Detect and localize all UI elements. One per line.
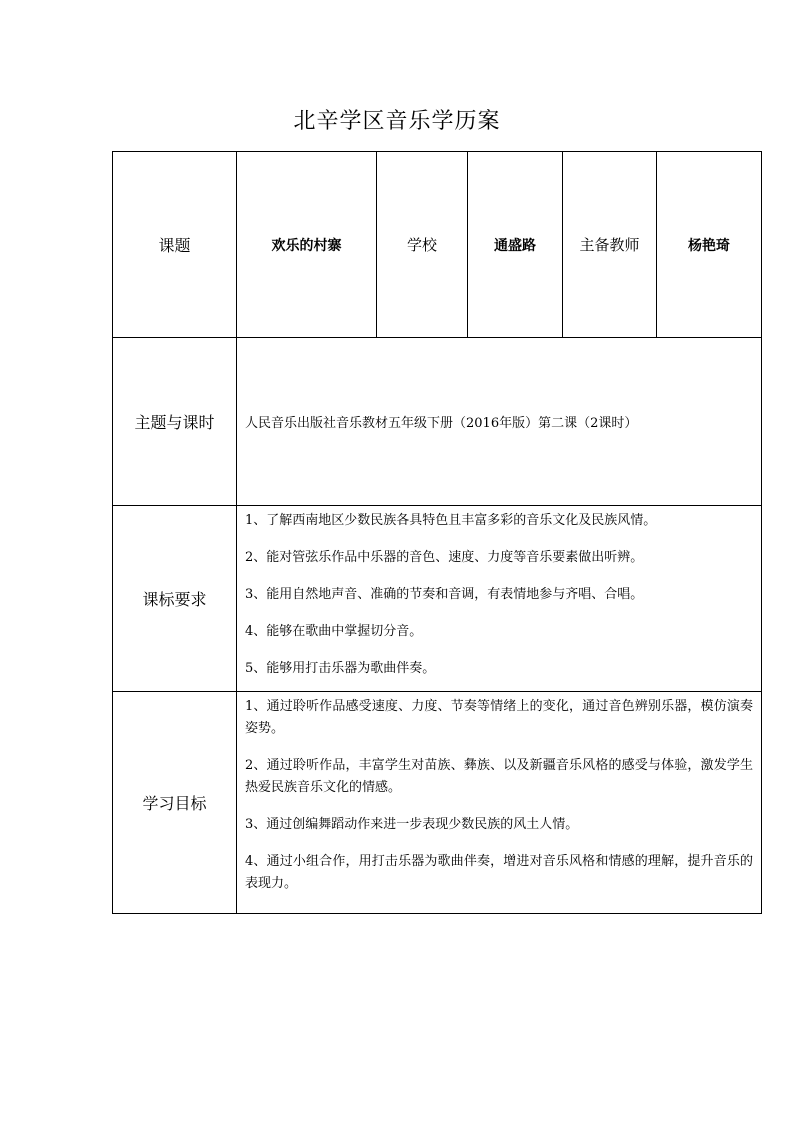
topic-value: 人民音乐出版社音乐教材五年级下册（2016年版）第二课（2课时） xyxy=(237,338,762,506)
standards-row xyxy=(113,506,762,692)
topic-label: 主题与课时 xyxy=(113,338,237,506)
standards-label: 课标要求 xyxy=(113,506,237,692)
lesson-plan-table xyxy=(112,151,762,914)
school-label: 学校 xyxy=(377,152,468,338)
objectives-item: 2、通过聆听作品，丰富学生对苗族、彝族、以及新疆音乐风格的感受与体验，激发学生热爱民族音乐文化的情感。 xyxy=(245,758,753,795)
teacher-value: 杨艳琦 xyxy=(657,152,762,338)
standards-item: 2、能对管弦乐作品中乐器的音色、速度、力度等音乐要素做出听辨。 xyxy=(245,550,644,565)
standards-item: 3、能用自然地声音、准确的节奏和音调，有表情地参与齐唱、合唱。 xyxy=(245,587,644,602)
school-value: 通盛路 xyxy=(468,152,563,338)
objectives-item: 4、通过小组合作，用打击乐器为歌曲伴奏，增进对音乐风格和情感的理解，提升音乐的表现力。 xyxy=(245,854,753,891)
header-row xyxy=(113,152,762,338)
course-value: 欢乐的村寨 xyxy=(237,152,377,338)
teacher-label: 主备教师 xyxy=(563,152,657,338)
objectives-item: 3、通过创编舞蹈动作来进一步表现少数民族的风土人情。 xyxy=(245,817,579,832)
standards-item: 1、了解西南地区少数民族各具特色且丰富多彩的音乐文化及民族风情。 xyxy=(245,513,657,528)
objectives-row xyxy=(113,692,762,914)
objectives-list xyxy=(237,692,762,914)
objectives-label: 学习目标 xyxy=(113,692,237,914)
standards-item: 4、能够在歌曲中掌握切分音。 xyxy=(245,624,423,639)
standards-list xyxy=(237,506,762,692)
standards-item: 5、能够用打击乐器为歌曲伴奏。 xyxy=(245,661,436,676)
objectives-item: 1、通过聆听作品感受速度、力度、节奏等情绪上的变化，通过音色辨别乐器，模仿演奏姿势。 xyxy=(245,699,753,736)
course-label: 课题 xyxy=(113,152,237,338)
page-title: 北辛学区音乐学历案 xyxy=(293,109,501,134)
topic-row xyxy=(113,338,762,506)
